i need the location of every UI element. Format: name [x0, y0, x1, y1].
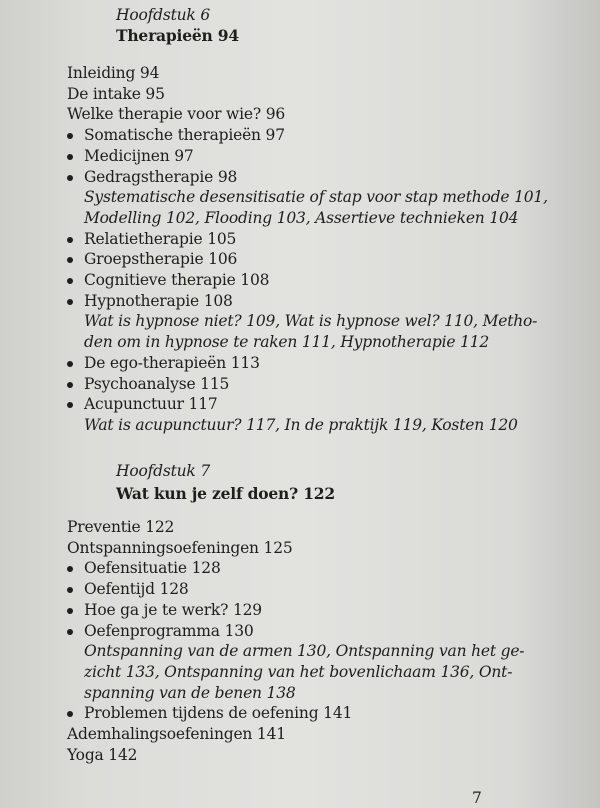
toc-subentries: Wat is hypnose niet? 109, Wat is hypnose wel? 110, Metho-: [84, 312, 538, 331]
page-number: 7: [472, 789, 482, 807]
bullet-icon: [67, 133, 73, 139]
chapter-label: Hoofdstuk 7: [116, 462, 210, 480]
toc-entry: Yoga 142: [67, 745, 138, 764]
toc-subentries: Modelling 102, Flooding 103, Assertieve technieken 104: [84, 208, 519, 227]
bullet-icon: [67, 711, 73, 717]
toc-entry: Hypnotherapie 108: [84, 291, 233, 310]
bullet-icon: [67, 299, 73, 305]
bullet-icon: [67, 402, 73, 408]
toc-subentries: spanning van de benen 138: [84, 683, 296, 702]
toc-subentries: Ontspanning van de armen 130, Ontspanning van het ge-: [84, 642, 525, 661]
bullet-icon: [67, 566, 73, 572]
toc-entry: Hoe ga je te werk? 129: [84, 600, 262, 619]
toc-entry: De ego-therapieën 113: [84, 353, 260, 372]
bullet-icon: [67, 361, 73, 367]
bullet-icon: [67, 608, 73, 614]
bullet-icon: [67, 237, 73, 243]
bullet-icon: [67, 257, 73, 263]
toc-entry: Relatietherapie 105: [84, 229, 237, 248]
bullet-icon: [67, 587, 73, 593]
bullet-icon: [67, 629, 73, 635]
chapter-label: Hoofdstuk 6: [116, 6, 210, 24]
toc-subentries: Wat is acupunctuur? 117, In de praktijk 119, Kosten 120: [84, 415, 518, 434]
chapter-title: Wat kun je zelf doen? 122: [116, 484, 335, 503]
toc-entry: Medicijnen 97: [84, 146, 194, 165]
toc-entry: Somatische therapieën 97: [84, 126, 285, 145]
bullet-icon: [67, 154, 73, 160]
toc-entry: Oefensituatie 128: [84, 559, 221, 578]
toc-entry: Welke therapie voor wie? 96: [67, 105, 286, 124]
toc-entry: Groepstherapie 106: [84, 250, 238, 269]
toc-entry: Ademhalingsoefeningen 141: [67, 725, 286, 743]
bullet-icon: [67, 278, 73, 284]
bullet-icon: [67, 382, 73, 388]
toc-entry: Psychoanalyse 115: [84, 374, 230, 393]
bullet-icon: [67, 175, 73, 181]
toc-entry: Oefenprogramma 130: [84, 621, 254, 640]
chapter-title: Therapieën 94: [116, 26, 239, 45]
toc-subentries: den om in hypnose te raken 111, Hypnotherapie 112: [84, 333, 490, 352]
toc-entry: De intake 95: [67, 84, 165, 103]
toc-entry: Oefentijd 128: [84, 580, 189, 599]
toc-entry: Gedragstherapie 98: [84, 167, 238, 186]
toc-entry: Cognitieve therapie 108: [84, 271, 270, 289]
toc-entry: Problemen tijdens de oefening 141: [84, 704, 353, 723]
toc-entry: Inleiding 94: [67, 64, 160, 82]
toc-subentries: zicht 133, Ontspanning van het bovenlichaam 136, Ont-: [84, 662, 513, 681]
toc-entry: Acupunctuur 117: [84, 395, 218, 414]
toc-entry: Preventie 122: [67, 518, 175, 536]
toc-entry: Ontspanningsoefeningen 125: [67, 538, 293, 557]
toc-subentries: Systematische desensitisatie of stap voor stap methode 101,: [84, 188, 548, 207]
